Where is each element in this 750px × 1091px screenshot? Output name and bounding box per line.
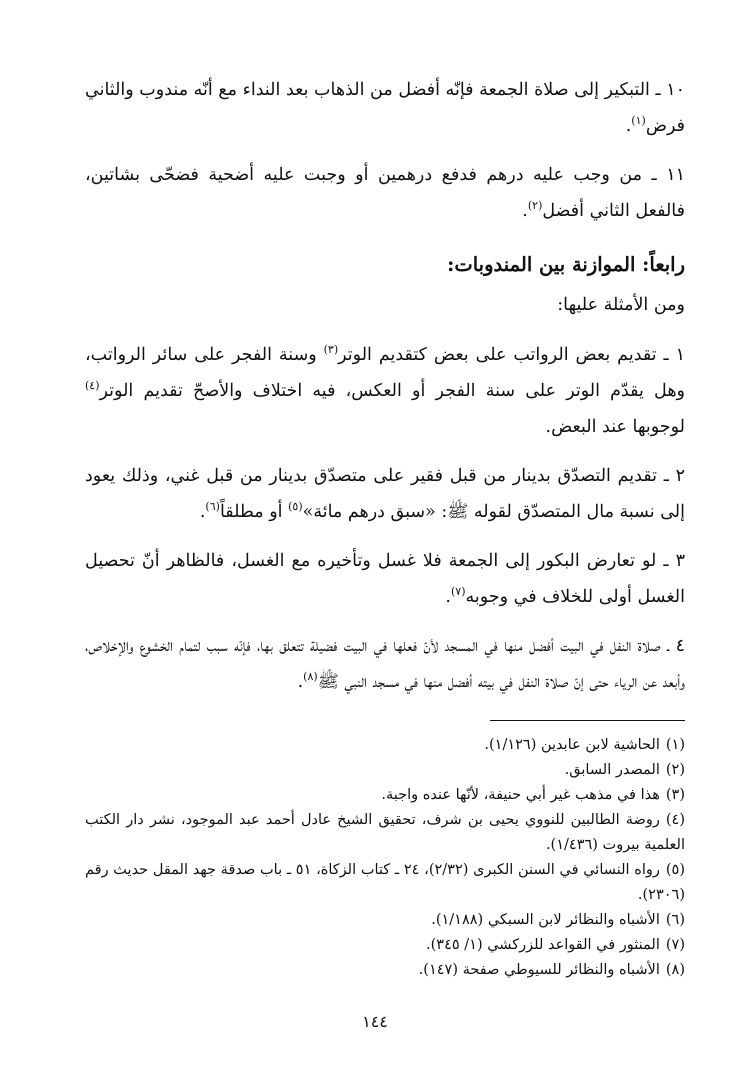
footnote-number: (٨): [665, 962, 685, 978]
footnote-4: [85, 808, 685, 858]
footnote-number: (٤): [665, 812, 685, 828]
footnote-7: [85, 933, 685, 958]
paragraph-tail: .: [522, 201, 528, 221]
footnote-number: (٧): [665, 937, 685, 953]
footnote-number: (٣): [665, 787, 685, 803]
footnote-number: (٥): [665, 862, 685, 878]
paragraph-text: ١١ ـ من وجب عليه درهم فدفع درهمين أو وجبت عليه أضحية فضحّى بشاتين، فالفعل الثاني أفضل: [85, 165, 685, 221]
paragraph-11: [85, 157, 685, 229]
footnote-text: المصدر السابق.: [564, 762, 660, 778]
footnote-number: (٢): [665, 762, 685, 778]
footnote-1: [85, 733, 685, 758]
footnote-divider: [490, 720, 685, 721]
paragraph-text: ١٠ ـ التبكير إلى صلاة الجمعة فإنّه أفضل من الذهاب بعد النداء مع أنّه مندوب والثاني فرض: [85, 80, 685, 136]
section-heading: رابعاً: الموازنة بين المندوبات:: [447, 253, 685, 276]
paragraph-10: [85, 72, 685, 144]
example-text: .: [445, 587, 451, 607]
footnote-number: (١): [665, 737, 685, 753]
section-intro: ومن الأمثلة عليها:: [557, 295, 685, 315]
footnote-ref[interactable]: (٦): [205, 500, 220, 514]
example-3: [85, 543, 685, 615]
footnote-text: المنثور في القواعد للزركشي (١/ ٣٤٥).: [426, 937, 660, 953]
example-text: .: [199, 502, 206, 522]
footnote-text: رواه النسائي في السنن الكبرى (٢/٣٢)، ٢٤ ـ كتاب الزكاة، ٥١ ـ باب صدقة جهد المقل حديث رقم (٢٣٠٦).: [85, 862, 685, 903]
footnote-ref[interactable]: (١): [631, 114, 646, 128]
example-text: ٤ ـ صلاة النفل في البيت أفضل منها في المسجد لأنّ فعلها في البيت فضيلة تتعلق بها، فإنّه سبب لتمام الخشوع والإخلاص، وأبعد عن الرياء حتى إنّ صلاة النفل في بيته أفضل منها في مسجد النبي ﷺ: [85, 636, 685, 692]
footnote-ref[interactable]: (٨): [303, 670, 318, 684]
footnote-2: [85, 758, 685, 783]
footnote-text: الأشباه والنظائر لابن السبكي (١/١٨٨).: [431, 912, 660, 928]
footnote-number: (٦): [665, 912, 685, 928]
footnote-ref[interactable]: (٧): [450, 585, 466, 599]
footnote-text: روضة الطالبين للنووي يحيى بن شرف، تحقيق الشيخ عادل أحمد عبد الموجود، نشر دار الكتب العلمية بيروت (١/٤٣٦).: [85, 812, 685, 853]
page-body: [85, 72, 685, 983]
footnotes-list: [85, 733, 685, 983]
example-4: [85, 628, 685, 700]
example-2: [85, 458, 685, 530]
footnote-text: الأشباه والنظائر للسيوطي صفحة (١٤٧).: [418, 962, 660, 978]
footnote-6: [85, 908, 685, 933]
footnote-5: [85, 858, 685, 908]
page-number: ١٤٤: [362, 1012, 388, 1031]
footnote-ref[interactable]: (٥): [288, 500, 303, 514]
paragraph-tail: .: [625, 116, 632, 136]
example-text: أو مطلقاً: [219, 502, 289, 522]
example-text: ٣ ـ لو تعارض البكور إلى الجمعة فلا غسل وتأخيره مع الغسل، فالظاهر أنّ تحصيل الغسل أولى للخلاف في وجوبه: [85, 551, 685, 607]
example-1: [85, 337, 685, 445]
example-text: ١ ـ تقديم بعض الرواتب على بعض كتقديم الوتر: [338, 345, 685, 365]
footnote-ref[interactable]: (٤): [85, 379, 100, 393]
footnote-8: [85, 958, 685, 983]
example-text: .: [297, 672, 304, 692]
example-text: وسنة الفجر على سائر الرواتب، وهل يقدّم الوتر على سنة الفجر أو العكس، فيه اختلاف والأصحّ تقديم الوتر: [85, 345, 685, 401]
footnote-text: هذا في مذهب غير أبي حنيفة، لأنّها عنده واجبة.: [381, 787, 660, 803]
footnote-text: الحاشية لابن عابدين (١/١٢٦).: [484, 737, 660, 753]
footnote-ref[interactable]: (٣): [323, 343, 339, 357]
footnote-ref[interactable]: (٢): [527, 199, 543, 213]
example-text: ٢ ـ تقديم التصدّق بدينار من قبل فقير على متصدّق بدينار من قبل غني، وذلك يعود إلى نسبة مال المتصدّق لقوله ﷺ: «سبق درهم مائة»: [85, 466, 685, 522]
footnote-3: [85, 783, 685, 808]
example-text: لوجوبها عند البعض.: [545, 417, 685, 437]
